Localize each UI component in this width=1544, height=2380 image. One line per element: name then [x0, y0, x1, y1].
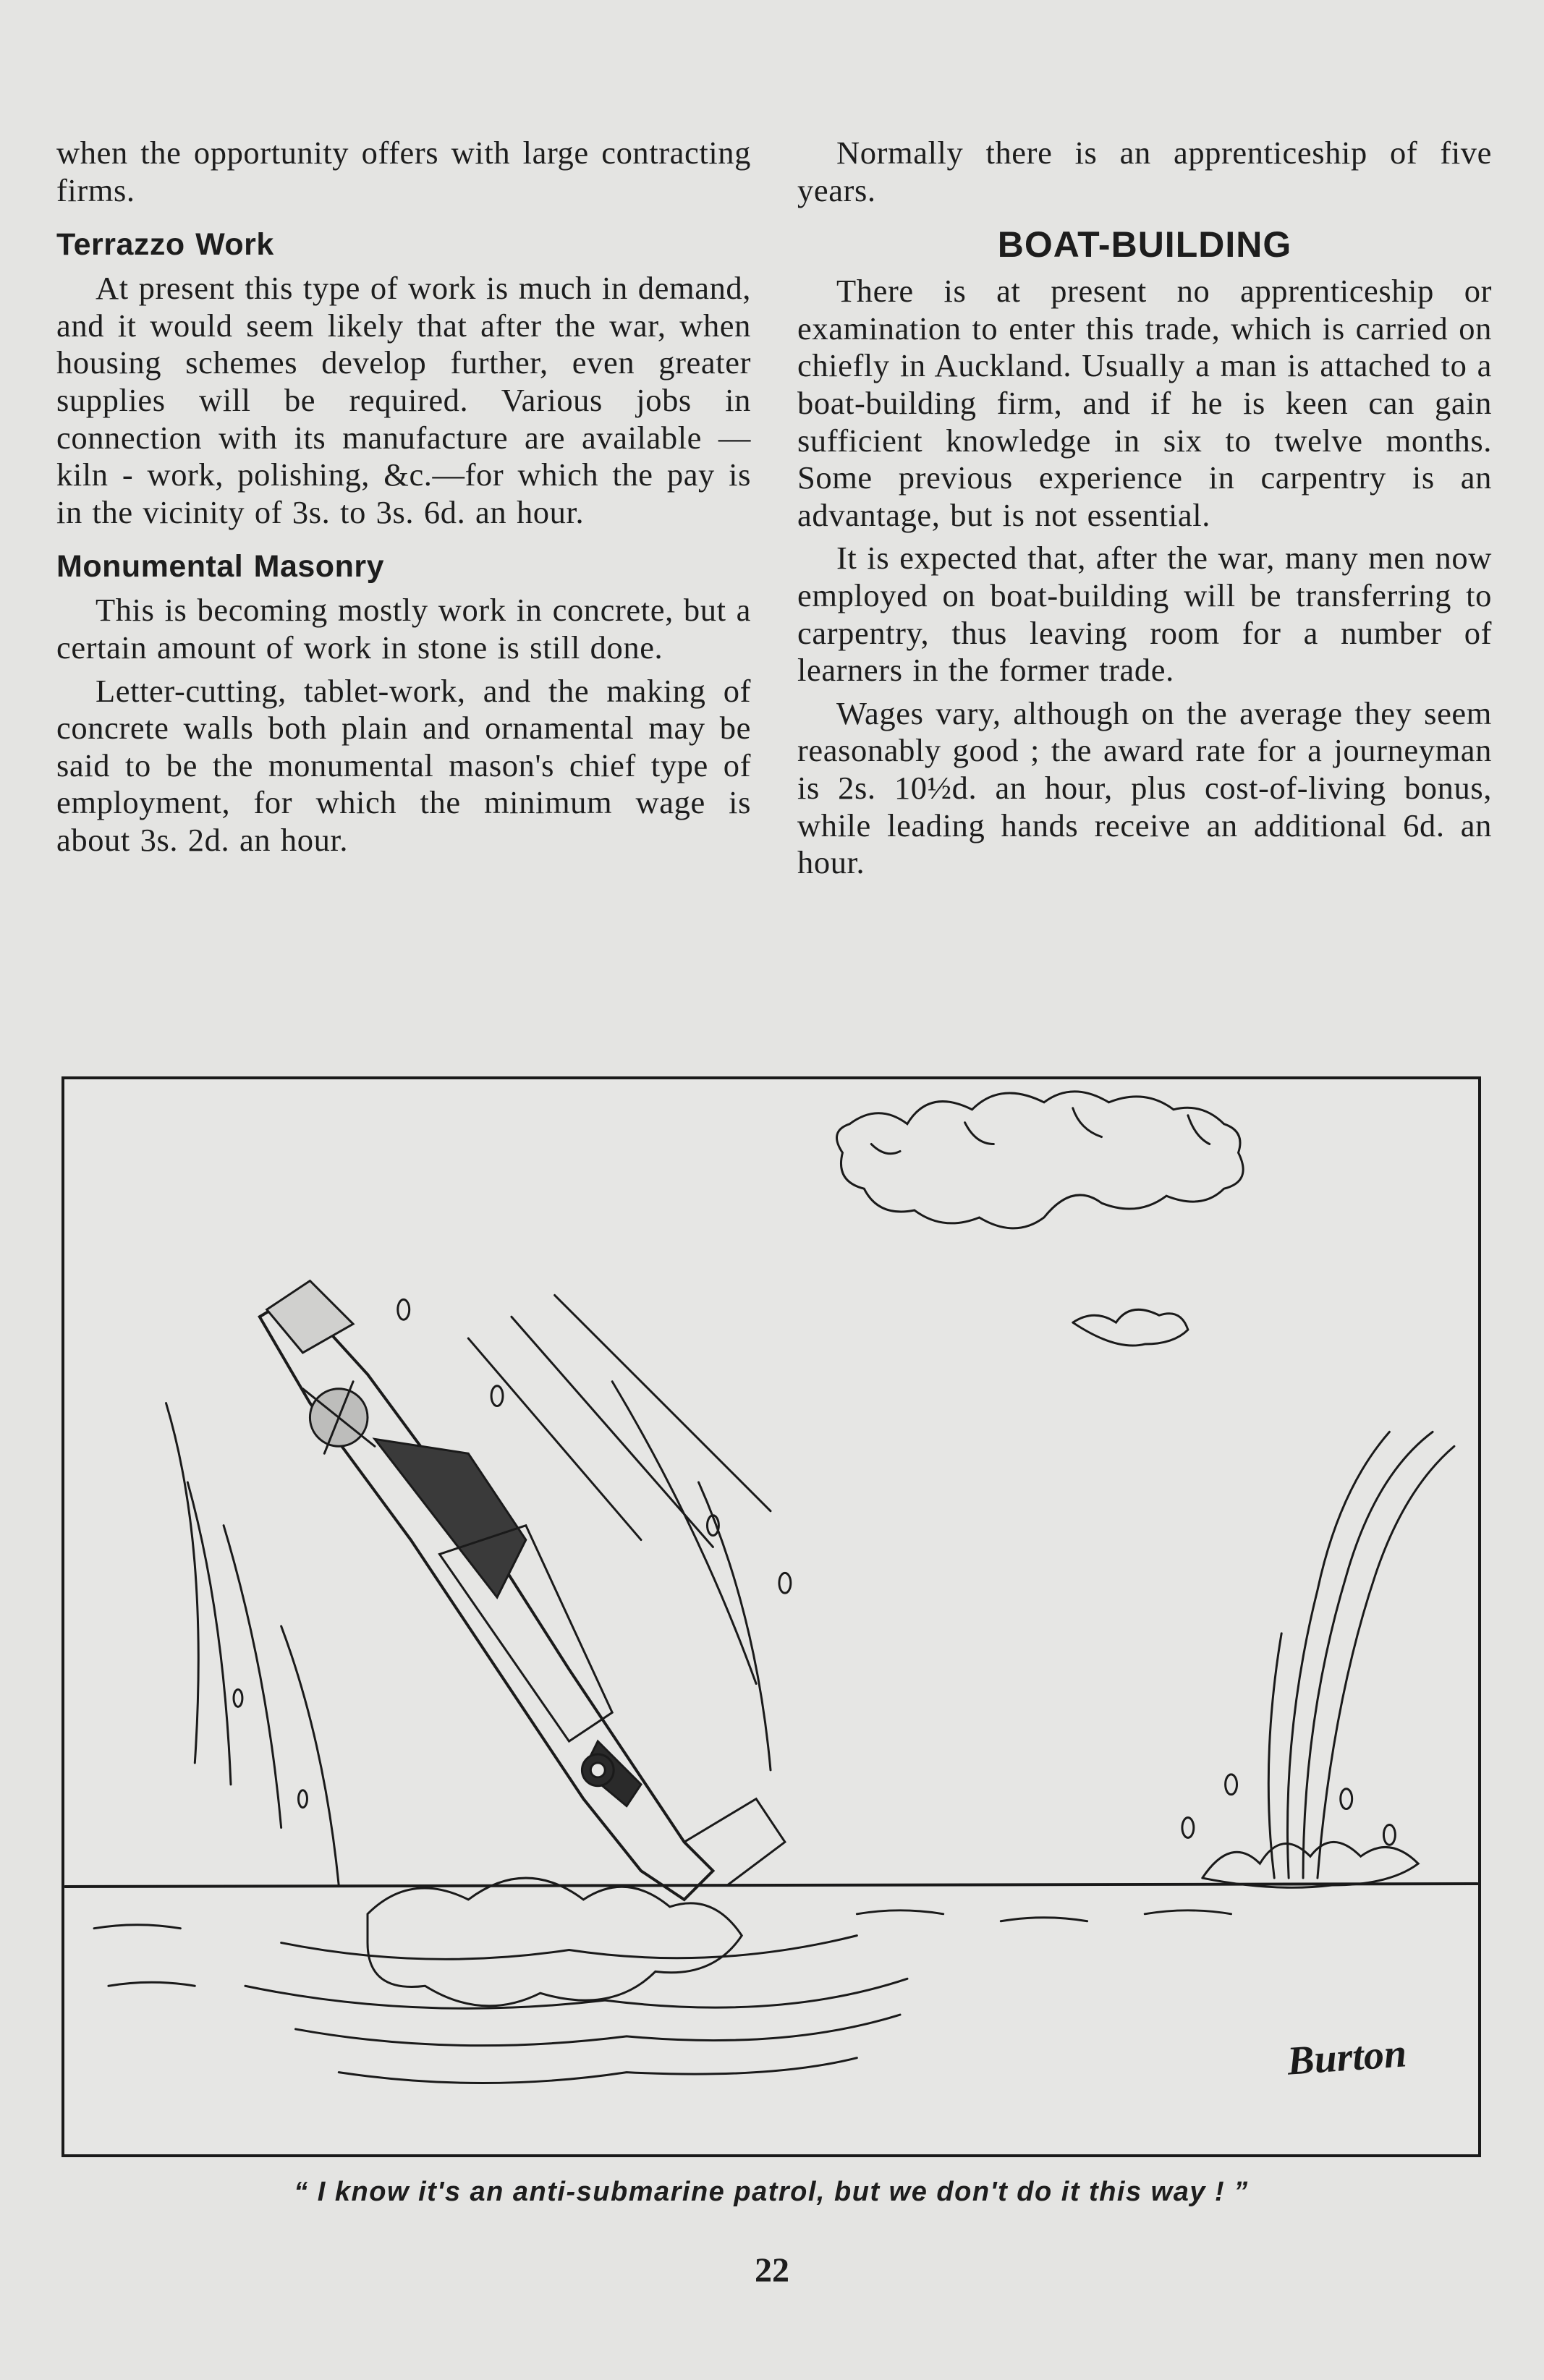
- cartoon-illustration: [61, 1076, 1481, 2157]
- artist-signature: Burton: [1286, 2031, 1408, 2084]
- boat-building-paragraph-3: Wages vary, although on the average they seem reasonably good ; the award rate for a journeyman is 2s. 10½d. an hour, plus cost-of-living bonus, while leading hands receive an additional 6d. an hour.: [797, 694, 1492, 881]
- monumental-paragraph-2: Letter-cutting, tablet-work, and the making of concrete walls both plain and ornamental may be said to be the monumental mason's chief type of employment, for which the minimum wage is about 3s. 2d. an hour.: [56, 672, 751, 858]
- cartoon-drawing: [64, 1079, 1478, 2154]
- heading-monumental-masonry: Monumental Masonry: [56, 549, 384, 585]
- heading-terrazzo-work: Terrazzo Work: [56, 227, 274, 263]
- terrazzo-paragraph: At present this type of work is much in demand, and it would seem likely that after the war, when housing schemes develop further, even greater supplies will be required. Various jobs in connection with its manufacture are available — kiln - work, polishing, &c.—for which the pay is in the vicinity of 3s. to 3s. 6d. an hour.: [56, 270, 751, 530]
- left-intro-paragraph: when the opportunity offers with large contracting firms.: [56, 135, 751, 208]
- left-column: [56, 135, 751, 859]
- monumental-paragraph-1: This is becoming mostly work in concrete, but a certain amount of work in stone is still done.: [56, 592, 751, 666]
- right-intro-paragraph: Normally there is an apprenticeship of five years.: [797, 135, 1492, 208]
- heading-boat-building: BOAT-BUILDING: [997, 224, 1292, 265]
- cartoon-caption: “ I know it's an anti-submarine patrol, but we don't do it this way ! ”: [294, 2177, 1249, 2207]
- boat-building-paragraph-2: It is expected that, after the war, many men now employed on boat-building will be transferring to carpentry, thus leaving room for a number of learners in the former trade.: [797, 540, 1492, 689]
- right-column: [797, 135, 1492, 882]
- page-number: 22: [755, 2251, 789, 2290]
- boat-building-paragraph-1: There is at present no apprenticeship or examination to enter this trade, which is carried on chiefly in Auckland. Usually a man is attached to a boat-building firm, and if he is keen can gain sufficient knowledge in six to twelve months. Some previous experience in carpentry is an advantage, but is not essential.: [797, 273, 1492, 533]
